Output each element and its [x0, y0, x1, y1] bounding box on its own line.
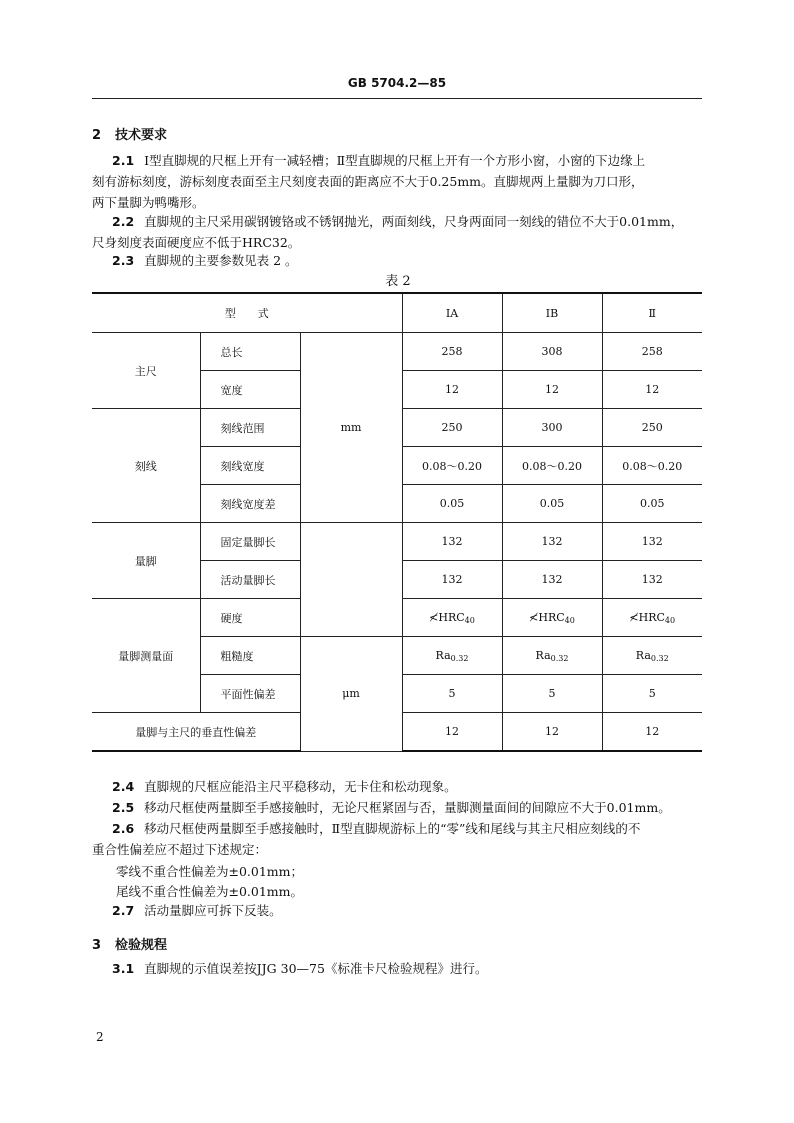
clause-text-line: 尺身刻度表面硬度应不低于HRC32。 [92, 235, 301, 250]
clause-3-1 [92, 958, 704, 979]
cell-value: 0.05 [502, 485, 602, 523]
cell-value: 5 [502, 675, 602, 713]
cell-value: 12 [402, 713, 502, 752]
cell-value: 132 [502, 523, 602, 561]
header-ii: Ⅱ [602, 293, 702, 333]
row-label: 刻线宽度差 [200, 485, 300, 523]
section-number: 3 [92, 938, 102, 953]
cell-value: 0.08～0.20 [602, 447, 702, 485]
section-title: 技术要求 [115, 128, 168, 143]
clause-text: 直脚规的主要参数见表 2 。 [144, 253, 298, 268]
group-jaw-surfaces: 量脚测量面 [92, 599, 200, 713]
group-main-scale: 主尺 [92, 333, 200, 409]
cell-value: $≮HRC_{40}$ [502, 599, 602, 637]
clause-2-1 [92, 150, 704, 213]
clause-number: 2.3 [112, 253, 135, 268]
unit-blank [300, 523, 402, 637]
clause-text-line: 移动尺框使两量脚至手感接触时，Ⅱ型直脚规游标上的“零”线和尾线与其主尺相应刻线的不 [144, 821, 641, 836]
table-header-row [92, 293, 702, 333]
cell-value: $Ra_{0.32}$ [602, 637, 702, 675]
clause-text: 直脚规的示值误差按JJG 30—75《标准卡尺检验规程》进行。 [144, 961, 488, 976]
table-row [92, 333, 702, 371]
row-label: 刻线范围 [200, 409, 300, 447]
cell-value: $Ra_{0.32}$ [402, 637, 502, 675]
header-ia: ⅠA [402, 293, 502, 333]
clause-number: 2.6 [112, 821, 135, 836]
clause-number: 2.7 [112, 903, 135, 918]
clause-text-line: 直脚规的主尺采用碳钢镀铬或不锈钢抛光，两面刻线，尺身两面同一刻线的错位不大于0.01mm， [144, 214, 684, 229]
clause-2-3 [92, 250, 704, 271]
cell-value: $Ra_{0.32}$ [502, 637, 602, 675]
cell-value: 5 [402, 675, 502, 713]
cell-value: 308 [502, 333, 602, 371]
section-3-heading [92, 934, 167, 953]
clause-2-6 [92, 818, 704, 860]
page-number: 2 [96, 1030, 104, 1044]
cell-value: 300 [502, 409, 602, 447]
cell-value: 5 [602, 675, 702, 713]
row-label: 活动量脚长 [200, 561, 300, 599]
cell-value: 258 [402, 333, 502, 371]
table-caption: 表 2 [385, 274, 411, 289]
header-rule [92, 98, 702, 99]
cell-value: 250 [402, 409, 502, 447]
clause-text-line: Ⅰ型直脚规的尺框上开有一减轻槽；Ⅱ型直脚规的尺框上开有一个方形小窗，小窗的下边缘上 [144, 153, 646, 168]
cell-value: 132 [602, 523, 702, 561]
row-label: 平面性偏差 [200, 675, 300, 713]
clause-2-5 [92, 797, 704, 818]
clause-2-2 [92, 211, 704, 253]
cell-value: 12 [502, 371, 602, 409]
clause-text: 活动量脚应可拆下反装。 [144, 903, 282, 918]
end-line-tolerance: 尾线不重合性偏差为±0.01mm。 [116, 884, 304, 899]
row-label: 宽度 [200, 371, 300, 409]
cell-value: 0.05 [402, 485, 502, 523]
cell-value: 132 [502, 561, 602, 599]
header-ib: ⅠB [502, 293, 602, 333]
cell-value: 132 [402, 523, 502, 561]
clause-text: 直脚规的尺框应能沿主尺平稳移动，无卡住和松动现象。 [144, 779, 457, 794]
row-label-perpendicularity: 量脚与主尺的垂直性偏差 [92, 713, 300, 752]
clause-number: 2.1 [112, 153, 135, 168]
cell-value: $≮HRC_{40}$ [602, 599, 702, 637]
section-2-heading [92, 124, 167, 143]
cell-value: 0.05 [602, 485, 702, 523]
section-title: 检验规程 [115, 938, 168, 953]
clause-text-line: 两下量脚为鸭嘴形。 [92, 195, 205, 210]
row-label: 固定量脚长 [200, 523, 300, 561]
clause-2-4 [92, 776, 704, 797]
clause-text-line: 重合性偏差应不超过下述规定： [92, 842, 268, 857]
cell-value: 132 [602, 561, 702, 599]
cell-value: $≮HRC_{40}$ [402, 599, 502, 637]
table-row [92, 523, 702, 561]
cell-value: 0.08～0.20 [502, 447, 602, 485]
standard-number-header: GB 5704.2—85 [347, 76, 447, 90]
clause-text: 移动尺框使两量脚至手感接触时，无论尺框紧固与否，量脚测量面间的间隙应不大于0.01mm。 [144, 800, 671, 815]
clause-number: 3.1 [112, 961, 135, 976]
group-jaws: 量脚 [92, 523, 200, 599]
cell-value: 0.08～0.20 [402, 447, 502, 485]
cell-value: 12 [602, 713, 702, 752]
cell-value: 12 [502, 713, 602, 752]
parameter-table [92, 292, 702, 752]
row-label: 粗糙度 [200, 637, 300, 675]
clause-number: 2.2 [112, 214, 135, 229]
zero-line-tolerance: 零线不重合性偏差为±0.01mm； [116, 864, 304, 879]
cell-value: 12 [402, 371, 502, 409]
clause-number: 2.5 [112, 800, 135, 815]
cell-value: 132 [402, 561, 502, 599]
row-label: 总长 [200, 333, 300, 371]
row-label: 刻线宽度 [200, 447, 300, 485]
clause-text-line: 刻有游标刻度，游标刻度表面至主尺刻度表面的距离应不大于0.25mm。直脚规两上量脚为刀口形， [92, 174, 644, 189]
clause-2-7 [92, 900, 704, 921]
unit-um: μm [300, 637, 402, 752]
row-label: 硬度 [200, 599, 300, 637]
clause-number: 2.4 [112, 779, 135, 794]
header-type: 型 式 [92, 293, 402, 333]
cell-value: 250 [602, 409, 702, 447]
section-number: 2 [92, 128, 102, 143]
group-scale-lines: 刻线 [92, 409, 200, 523]
cell-value: 12 [602, 371, 702, 409]
unit-mm: mm [300, 333, 402, 523]
cell-value: 258 [602, 333, 702, 371]
